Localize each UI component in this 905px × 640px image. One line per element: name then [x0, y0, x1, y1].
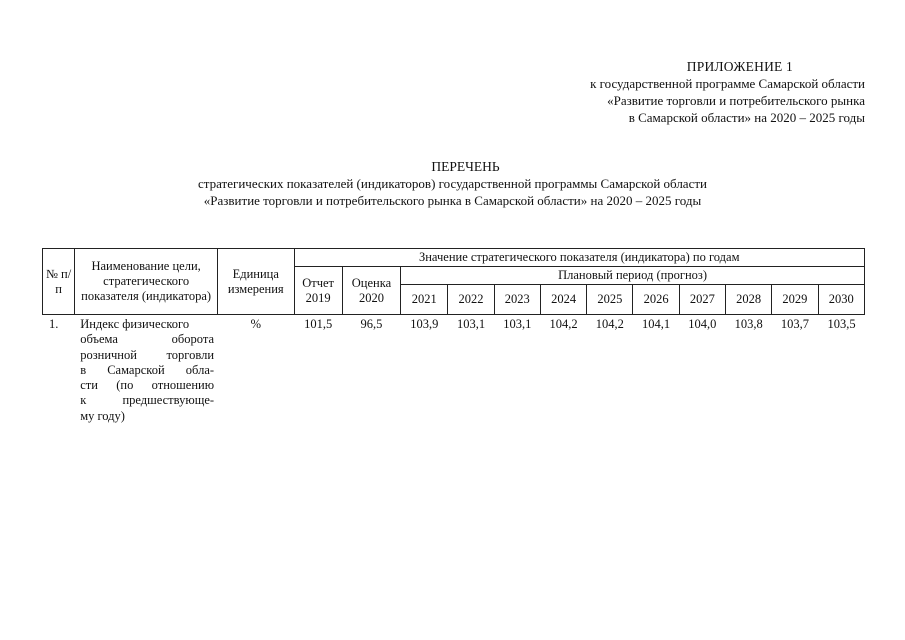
table-body — [43, 315, 865, 427]
col-header-report-2019: Отчет 2019 — [294, 267, 342, 315]
plan-value-cell: 104,1 — [642, 317, 671, 331]
col-header-unit: Единица измерения — [218, 249, 294, 315]
indicator-name-line: му году) — [80, 408, 125, 423]
col-header-year: 2027 — [679, 285, 725, 315]
col-header-values-group: Значение стратегического показателя (индикатора) по годам — [294, 249, 865, 267]
col-header-year: 2024 — [540, 285, 586, 315]
header-row-1 — [43, 249, 865, 267]
col-header-year: 2025 — [587, 285, 633, 315]
col-header-name: Наименование цели, стратегического показателя (индикатора) — [75, 249, 218, 315]
col-header-year: 2022 — [448, 285, 494, 315]
plan-value-cell: 103,7 — [780, 317, 809, 331]
row-number: 1. — [49, 317, 59, 331]
appendix-line-1: к государственной программе Самарской области — [590, 76, 865, 91]
indicator-name — [75, 315, 218, 427]
col-header-year: 2028 — [726, 285, 772, 315]
unit-cell: % — [250, 317, 261, 331]
plan-value-cell: 104,2 — [549, 317, 578, 331]
appendix-title: ПРИЛОЖЕНИЕ 1 — [686, 59, 793, 74]
report-2019-cell: 101,5 — [304, 317, 333, 331]
heading-title: ПЕРЕЧЕНЬ — [431, 159, 500, 174]
estimate-2020-cell: 96,5 — [360, 317, 383, 331]
col-header-number: № п/п — [43, 249, 75, 315]
plan-value-cell: 103,1 — [503, 317, 532, 331]
document-heading — [0, 158, 905, 209]
table-header — [43, 249, 865, 315]
plan-value-cell: 104,0 — [688, 317, 717, 331]
indicator-name-line: объема оборота — [80, 332, 215, 347]
indicators-table — [42, 248, 865, 426]
heading-line-2: «Развитие торговли и потребительского рынка в Самарской области» на 2020 – 2025 годы — [203, 193, 702, 208]
appendix-line-2: «Развитие торговли и потребительского рынка — [607, 93, 865, 108]
heading-line-1: стратегических показателей (индикаторов) государственной программы Самарской области — [198, 176, 707, 191]
plan-value-cell: 103,5 — [827, 317, 856, 331]
appendix-block — [505, 58, 865, 126]
col-header-year: 2029 — [772, 285, 818, 315]
indicator-name-line: в Самарской обла- — [80, 362, 215, 377]
appendix-line-3: в Самарской области» на 2020 – 2025 годы — [628, 110, 865, 125]
plan-value-cell: 103,9 — [410, 317, 439, 331]
col-header-year: 2021 — [401, 285, 448, 315]
col-header-year: 2030 — [818, 285, 864, 315]
col-header-year: 2026 — [633, 285, 679, 315]
indicator-name-line: сти (по отношению — [80, 378, 215, 393]
col-header-plan-group: Плановый период (прогноз) — [401, 267, 865, 285]
indicator-name-line: к предшествующе- — [80, 393, 215, 408]
indicator-name-line: Индекс физического — [80, 317, 190, 331]
indicator-name-line: розничной торговли — [80, 347, 215, 362]
plan-value-cell: 103,8 — [734, 317, 763, 331]
plan-value-cell: 103,1 — [456, 317, 486, 331]
table-row — [43, 315, 865, 427]
col-header-estimate-2020: Оценка 2020 — [342, 267, 400, 315]
plan-value-cell: 104,2 — [595, 317, 624, 331]
col-header-year: 2023 — [494, 285, 540, 315]
